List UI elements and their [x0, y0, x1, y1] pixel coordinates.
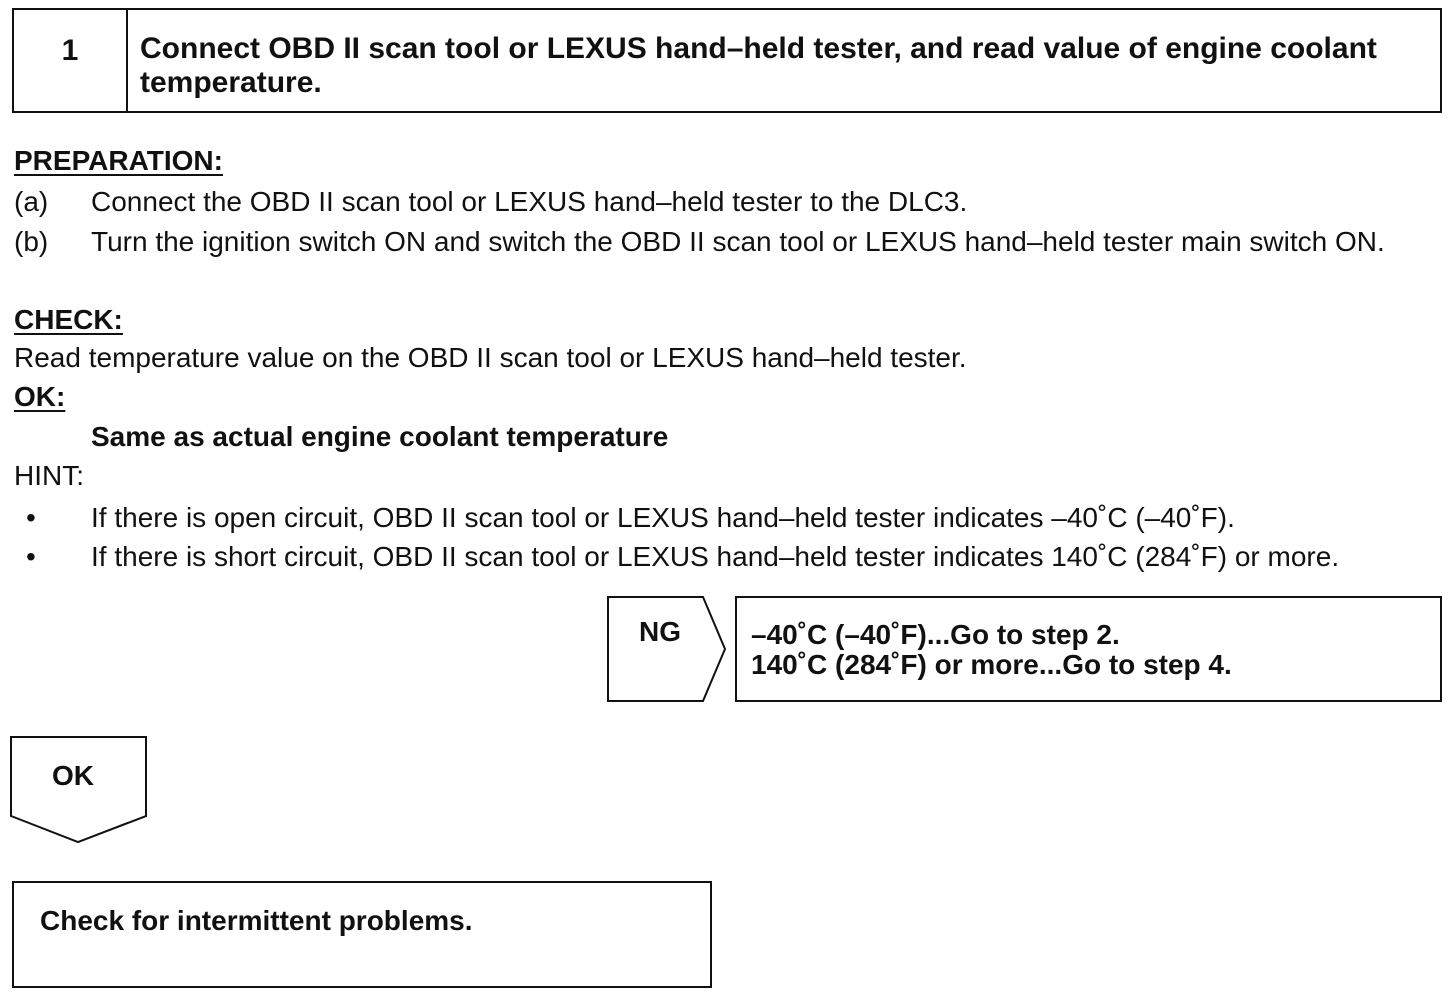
preparation-item — [14, 182, 1446, 221]
bullet-text: If there is short circuit, OBD II scan tool or LEXUS hand–held tester indicates 140˚C (284˚F) or more. — [91, 541, 1340, 572]
item-text: Turn the ignition switch ON and switch the OBD II scan tool or LEXUS hand–held tester main switch ON. — [91, 226, 1385, 257]
ok-heading: OK: — [14, 381, 66, 412]
ng-result-line: –40˚C (–40˚F)...Go to step 2. — [751, 619, 1120, 650]
check-text: Read temperature value on the OBD II scan tool or LEXUS hand–held tester. — [14, 342, 967, 373]
ng-label: NG — [639, 616, 681, 647]
item-marker: (a) — [14, 186, 49, 217]
ok-spec: Same as actual engine coolant temperature — [91, 421, 669, 452]
hint-bullet — [14, 498, 1446, 537]
step-number: 1 — [14, 10, 128, 111]
action-box — [12, 881, 712, 988]
action-text: Check for intermittent problems. — [40, 905, 473, 936]
bullet-icon: • — [26, 502, 36, 533]
ng-arrow-box — [607, 596, 727, 702]
item-marker: (b) — [14, 226, 49, 257]
preparation-item — [14, 222, 1446, 261]
ng-result-box — [735, 596, 1442, 702]
check-heading: CHECK: — [14, 304, 123, 335]
right-arrow-shape-icon — [607, 596, 727, 702]
ng-result-line: 140˚C (284˚F) or more...Go to step 4. — [751, 649, 1232, 680]
preparation-heading: PREPARATION: — [14, 145, 223, 176]
bullet-text: If there is open circuit, OBD II scan tool or LEXUS hand–held tester indicates –40˚C (–40˚F). — [91, 502, 1235, 533]
ok-arrow-box — [10, 736, 148, 844]
hint-bullet — [14, 537, 1446, 576]
bullet-icon: • — [26, 541, 36, 572]
item-text: Connect the OBD II scan tool or LEXUS hand–held tester to the DLC3. — [91, 186, 968, 217]
step-header-box — [12, 8, 1442, 113]
hint-heading: HINT: — [14, 460, 84, 491]
ok-label: OK — [52, 760, 94, 791]
step-title: Connect OBD II scan tool or LEXUS hand–held tester, and read value of engine coolant temperature. — [140, 32, 1377, 99]
